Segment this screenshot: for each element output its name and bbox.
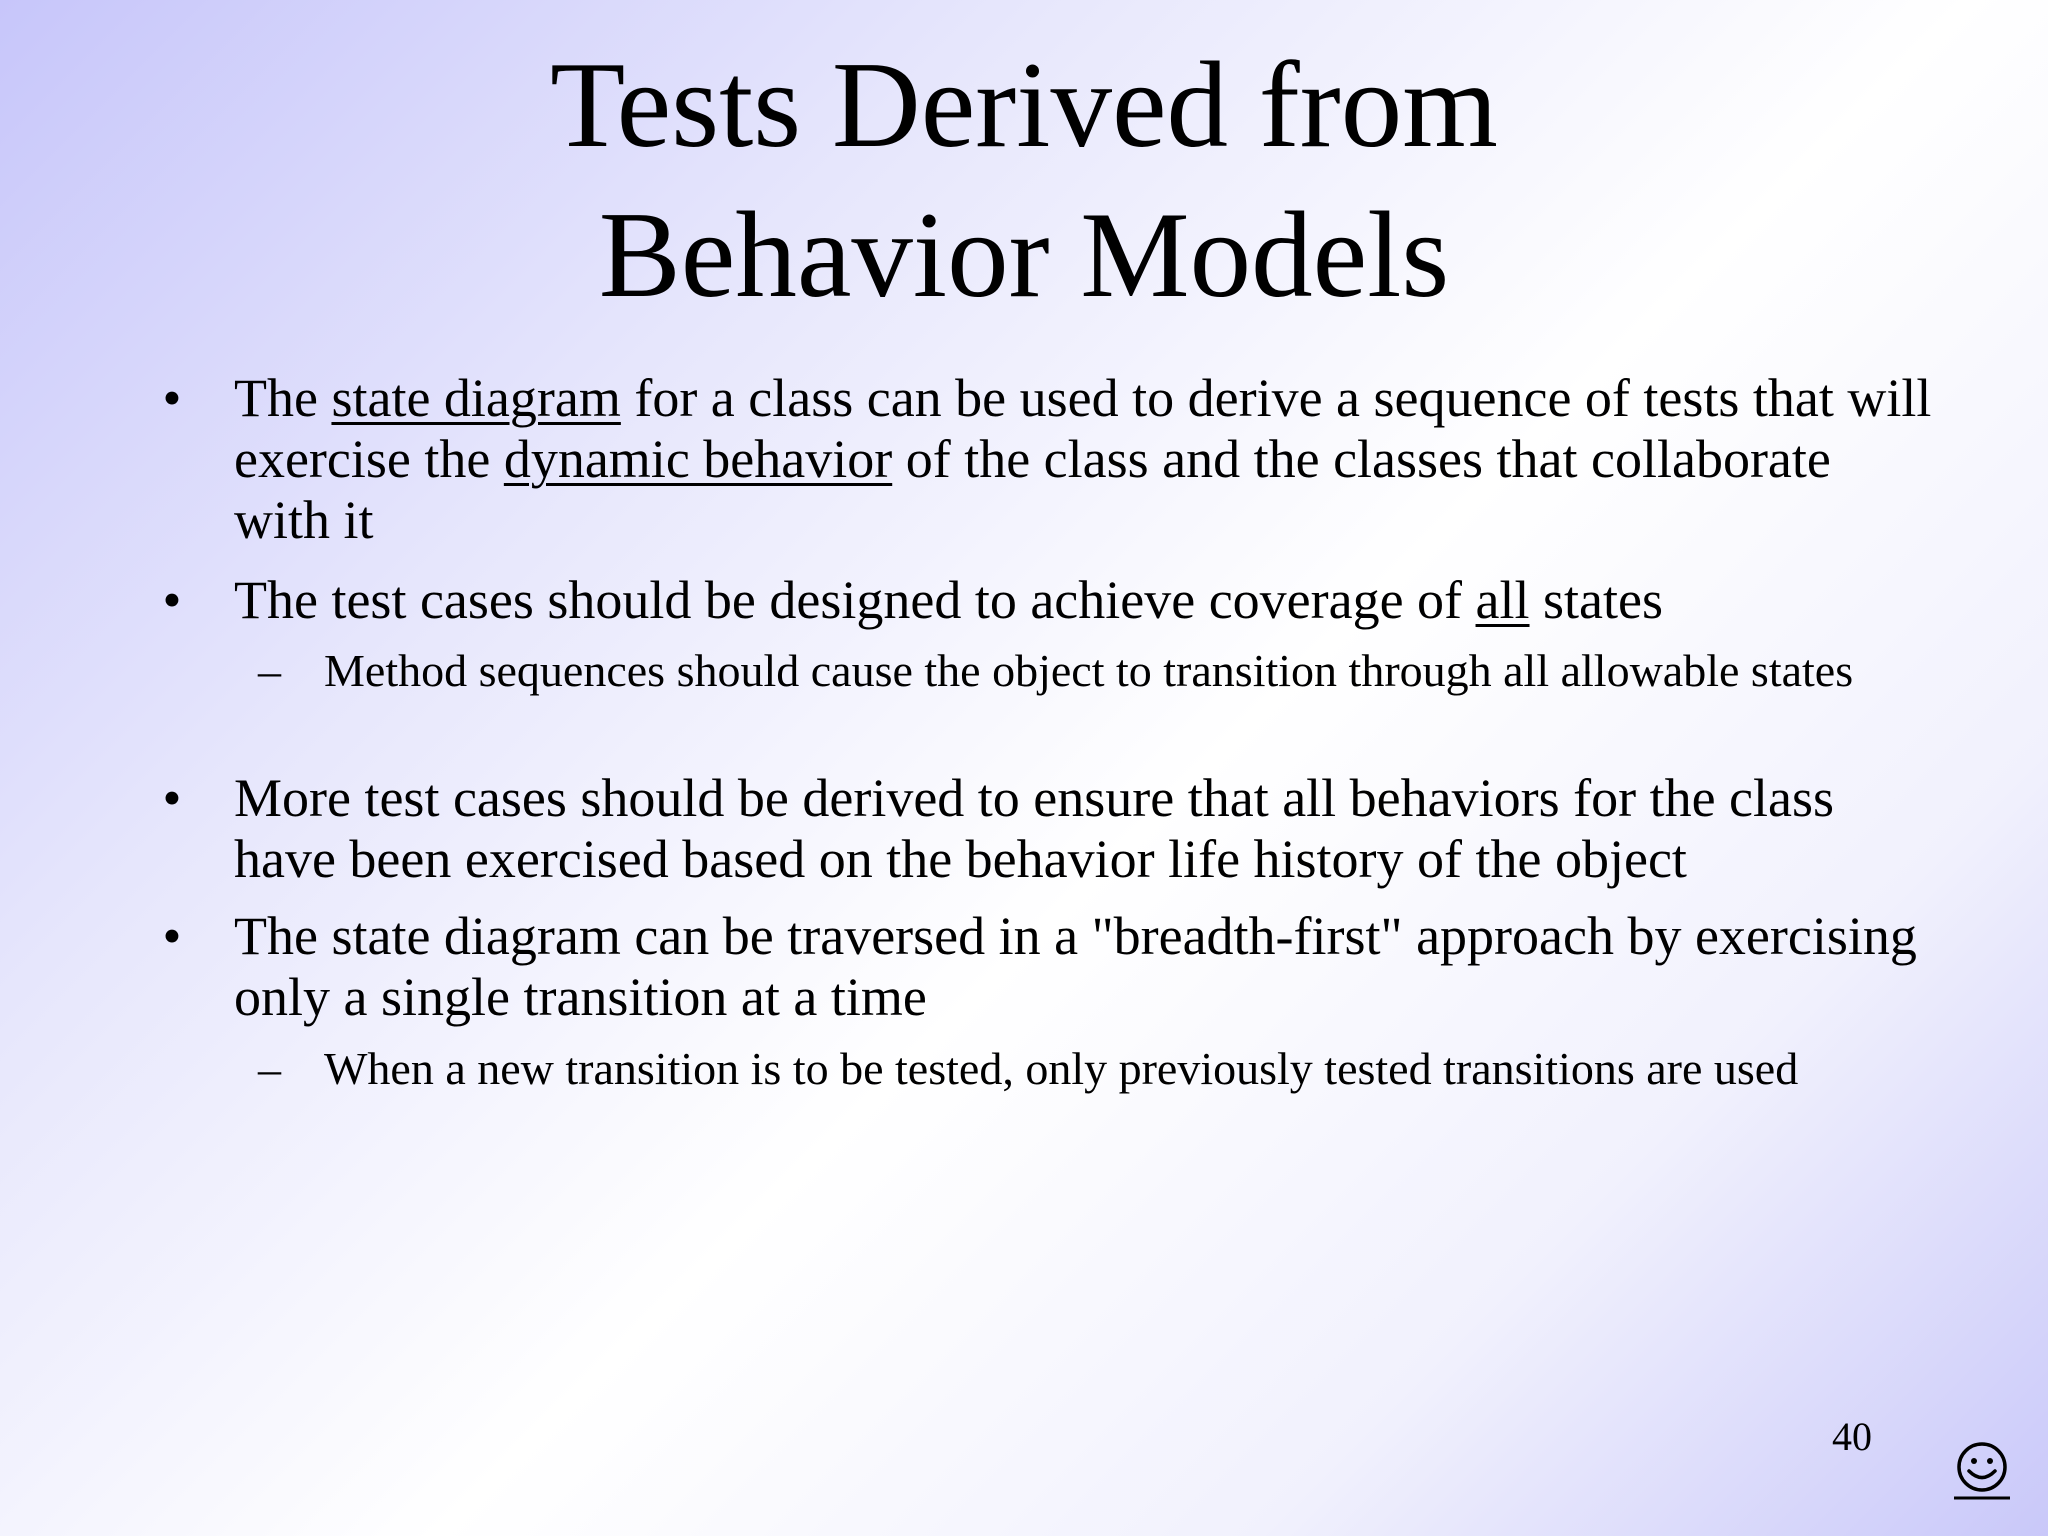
bullet-text	[234, 570, 1663, 630]
page-number: 40	[1832, 1414, 1872, 1459]
bullet-item-state-diagram	[162, 368, 1934, 551]
sub-bullet-marker: –	[258, 1043, 281, 1094]
bullet-marker: •	[162, 906, 182, 966]
bullet-marker: •	[162, 570, 182, 630]
bullet-text: More test cases should be derived to ensure that all behaviors for the class have been exercised based on the behavior life history of the object	[234, 768, 1835, 889]
title-line-1: Tests Derived from	[550, 36, 1498, 173]
underlined-term: all	[1475, 570, 1530, 630]
bullet-item-more-tests	[162, 768, 1934, 890]
sub-item-method-sequences	[258, 643, 1924, 698]
sub-bullet-marker: –	[258, 645, 281, 696]
sub-item-new-transition	[258, 1041, 1924, 1096]
bullet-marker: •	[162, 368, 182, 428]
sub-item-text: When a new transition is to be tested, only previously tested transitions are used	[324, 1043, 1799, 1094]
text-run: The test cases should be designed to achieve coverage of	[234, 570, 1476, 630]
text-run: states	[1529, 570, 1663, 630]
bullet-item-breadth-first	[162, 906, 1934, 1028]
sub-item-text: Method sequences should cause the object to transition through all allowable states	[324, 645, 1854, 696]
bullet-item-coverage	[162, 570, 1934, 631]
bullet-marker: •	[162, 768, 182, 828]
text-run: of the class and the classes that collaborate with it	[234, 429, 1831, 550]
title-line-2: Behavior Models	[598, 186, 1450, 323]
underlined-term: dynamic behavior	[503, 429, 893, 489]
bullet-text: The state diagram can be traversed in a "breadth-first" approach by exercising only a single transition at a time	[234, 906, 1917, 1027]
text-run: The	[234, 368, 332, 428]
smiley-face-icon	[1952, 1440, 2012, 1502]
bullet-text	[234, 368, 1931, 550]
underlined-term: state diagram	[331, 368, 621, 428]
text-run: for a class can be used to derive a sequence of tests that will exercise the	[234, 368, 1932, 489]
